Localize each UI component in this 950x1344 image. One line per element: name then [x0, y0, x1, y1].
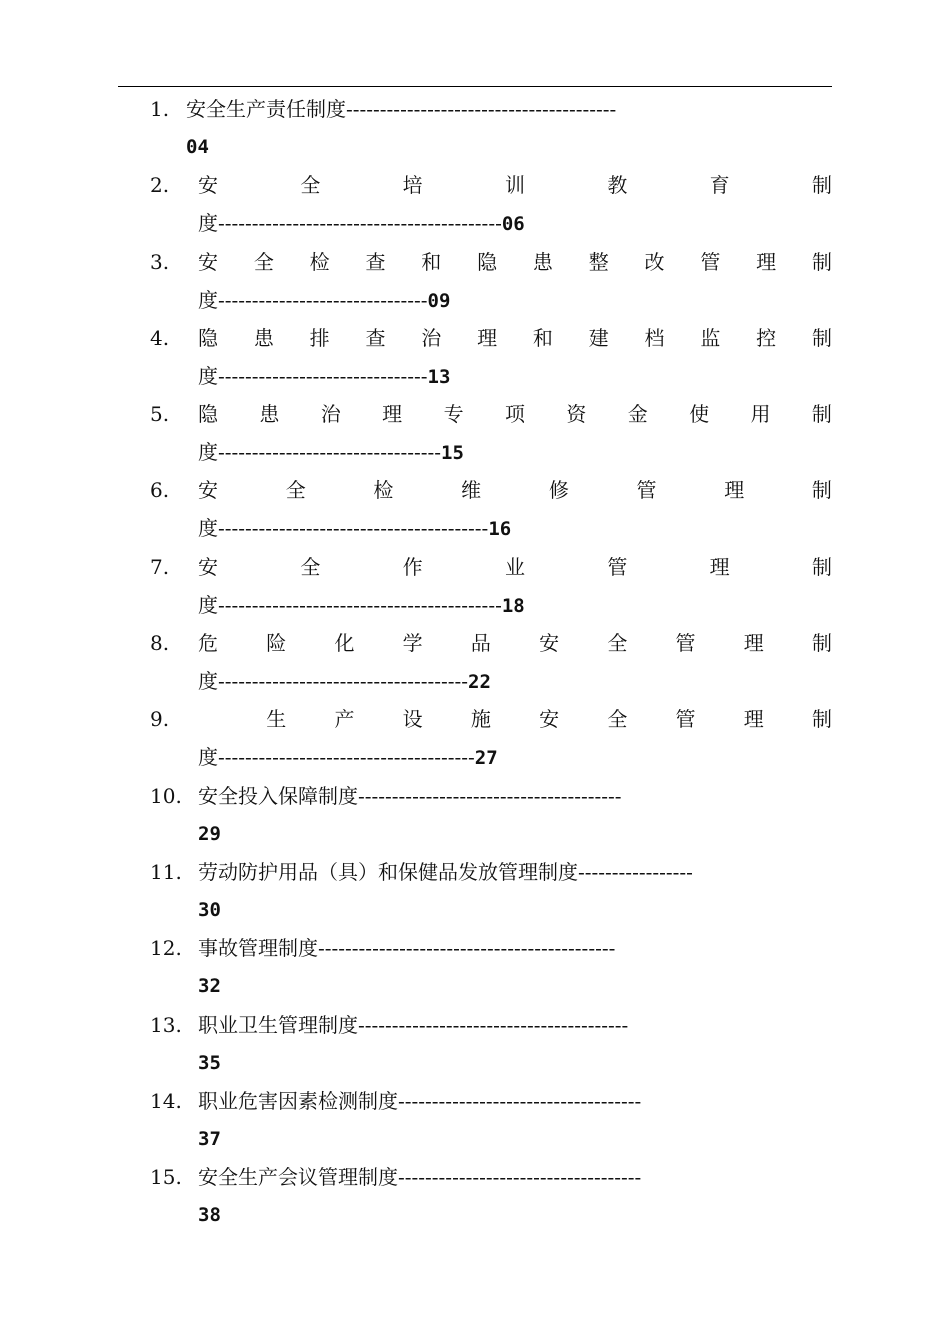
- toc-page-number: 35: [198, 1051, 221, 1074]
- toc-page-number: 16: [488, 518, 512, 541]
- toc-title-char: 施: [470, 707, 491, 732]
- toc-title-char: 患: [253, 325, 274, 350]
- toc-entry-line-1: [150, 548, 832, 586]
- toc-leader-dashes: ---------------------------------------: [358, 783, 622, 808]
- toc-entry-line-2: [150, 1196, 832, 1234]
- toc-title-char: 整: [588, 249, 609, 274]
- toc-leader-dashes: ---------------------------------: [218, 440, 442, 465]
- toc-page-number: 30: [198, 898, 221, 921]
- toc-title-char: 治: [320, 402, 341, 427]
- toc-entry-title: 职业卫生管理制度: [198, 1012, 358, 1037]
- toc-entry-title: 职业危害因素检测制度: [198, 1088, 398, 1113]
- toc-title-char: 设: [402, 707, 423, 732]
- toc-entry-number: 8.: [150, 631, 170, 656]
- toc-leader-dashes: ------------------------------------: [398, 1165, 642, 1190]
- toc-entry-line-2: [150, 586, 832, 624]
- toc-title-char: 品: [470, 631, 491, 656]
- toc-entry-title: 安全生产会议管理制度: [198, 1165, 398, 1190]
- toc-entry-line-1: [150, 90, 832, 128]
- toc-title-tail: 度: [198, 592, 218, 617]
- toc-title-char: 安: [539, 631, 560, 656]
- toc-leader-dashes: -------------------------------: [218, 287, 428, 312]
- toc-page-number: 09: [427, 289, 451, 312]
- toc-page-number: 32: [198, 975, 221, 998]
- toc-title-char: 理: [477, 325, 498, 350]
- toc-title-char: 制: [811, 325, 832, 350]
- toc-title-char: 修: [548, 478, 569, 503]
- toc-entry[interactable]: [150, 1158, 832, 1234]
- toc-entry-number: 11.: [150, 859, 182, 884]
- toc-title-char: 治: [421, 325, 442, 350]
- toc-page-number: 04: [186, 136, 209, 158]
- toc-entry-line-2: [150, 281, 832, 319]
- toc-entry-line-1: [150, 1158, 832, 1196]
- toc-page-number: 38: [198, 1204, 221, 1227]
- toc-leader-dashes: -----------------: [578, 859, 693, 884]
- toc-title-char: 制: [811, 402, 832, 427]
- toc-entry-line-1: [150, 319, 832, 357]
- toc-page-number: 29: [198, 822, 221, 845]
- toc-title-char: 理: [382, 402, 403, 427]
- toc-title-char: 查: [365, 249, 386, 274]
- toc-title-char: 检: [373, 478, 394, 503]
- toc-title-char: 安: [539, 707, 560, 732]
- toc-title-char: 理: [743, 631, 764, 656]
- toc-entry-line-2: [150, 1120, 832, 1158]
- toc-title-char: 患: [532, 249, 553, 274]
- toc-entry[interactable]: [150, 929, 832, 1005]
- toc-page-number: 27: [474, 747, 498, 770]
- toc-entry-line-2: [150, 815, 832, 853]
- toc-entry-number: 13.: [150, 1012, 182, 1037]
- toc-title-char: 生: [266, 707, 287, 732]
- toc-leader-dashes: --------------------------------------------: [318, 936, 616, 961]
- toc-page-number: 37: [198, 1127, 221, 1150]
- toc-title-char: 理: [709, 554, 730, 579]
- toc-entry[interactable]: [150, 319, 832, 395]
- toc-entry[interactable]: [150, 1006, 832, 1082]
- toc-entry-title: 安全生产责任制度: [186, 97, 346, 121]
- toc-entry[interactable]: [150, 90, 832, 166]
- toc-title-char: 制: [811, 631, 832, 656]
- toc-title-char: 理: [724, 478, 745, 503]
- toc-title-char: 排: [309, 325, 330, 350]
- toc-title-char: 全: [285, 478, 306, 503]
- header-rule: [118, 86, 832, 87]
- toc-entry-number: 4.: [150, 325, 170, 350]
- toc-title-char: 全: [300, 554, 321, 579]
- toc-entry-line-2: [150, 128, 832, 166]
- toc-entry-line-1: [150, 471, 832, 509]
- toc-leader-dashes: ----------------------------------------: [346, 97, 617, 121]
- toc-entry-line-1: [150, 700, 832, 738]
- toc-entry-title: 劳动防护用品（具）和保健品发放管理制度: [198, 859, 578, 884]
- toc-entry-line-2: [150, 891, 832, 929]
- toc-title-char: 查: [365, 325, 386, 350]
- toc-title-char: 作: [402, 554, 423, 579]
- toc-title-char: 育: [709, 173, 730, 198]
- toc-leader-dashes: ----------------------------------------: [218, 516, 489, 541]
- toc-title-char: 安: [198, 478, 218, 503]
- toc-title-char: 资: [566, 402, 587, 427]
- toc-title-char: 隐: [477, 249, 498, 274]
- toc-leader-dashes: ----------------------------------------: [358, 1012, 629, 1037]
- toc-entry-number: 12.: [150, 936, 182, 961]
- toc-entry-line-2: [150, 738, 832, 776]
- toc-title-char: 制: [811, 707, 832, 732]
- toc-title-char: 和: [532, 325, 553, 350]
- toc-entry-line-2: [150, 433, 832, 471]
- toc-title-char: 全: [300, 173, 321, 198]
- toc-leader-dashes: ------------------------------------: [398, 1088, 642, 1113]
- toc-title-char: 危: [198, 631, 218, 656]
- toc-entry-line-1: [150, 929, 832, 967]
- toc-entry-number: 5.: [150, 402, 170, 427]
- toc-entry-title: 事故管理制度: [198, 936, 318, 961]
- toc-leader-dashes: ------------------------------------------: [218, 592, 502, 617]
- toc-entry-line-1: [150, 1082, 832, 1120]
- toc-title-char: 档: [644, 325, 665, 350]
- toc-title-char: 专: [443, 402, 464, 427]
- table-of-contents: [150, 90, 832, 1234]
- toc-entry-line-1: [150, 777, 832, 815]
- toc-entry-line-2: [150, 357, 832, 395]
- toc-title-char: 制: [811, 554, 832, 579]
- toc-title-char: 金: [627, 402, 648, 427]
- toc-title-char: 安: [198, 249, 218, 274]
- toc-page-number: 15: [441, 442, 464, 465]
- toc-entry-line-2: [150, 1044, 832, 1082]
- toc-title-char: 管: [607, 554, 628, 579]
- toc-entry[interactable]: [150, 700, 832, 776]
- toc-title-char: 控: [756, 325, 777, 350]
- toc-title-char: 使: [689, 402, 710, 427]
- toc-title-tail: 度: [198, 287, 218, 312]
- toc-title-char: 理: [756, 249, 777, 274]
- toc-title-char: 管: [636, 478, 657, 503]
- toc-entry[interactable]: [150, 1082, 832, 1158]
- toc-title-char: 产: [334, 707, 355, 732]
- toc-entry-number: 6.: [150, 478, 170, 503]
- toc-title-char: 全: [607, 631, 628, 656]
- toc-title-char: 学: [402, 631, 423, 656]
- toc-title-tail: 度: [198, 516, 218, 541]
- toc-entry[interactable]: [150, 548, 832, 624]
- toc-title-char: 监: [700, 325, 721, 350]
- toc-title-tail: 度: [198, 745, 218, 770]
- toc-title-char: 隐: [198, 402, 218, 427]
- toc-entry-line-2: [150, 967, 832, 1005]
- toc-title-char: 和: [421, 249, 442, 274]
- toc-entry[interactable]: [150, 624, 832, 700]
- toc-title-char: 管: [675, 631, 696, 656]
- toc-title-char: 业: [504, 554, 525, 579]
- toc-title-char: 检: [309, 249, 330, 274]
- toc-title-char: 安: [198, 554, 218, 579]
- toc-title-char: 培: [402, 173, 423, 198]
- toc-title-tail: 度: [198, 440, 218, 465]
- toc-entry-number: 1.: [150, 97, 170, 121]
- toc-entry-number: 3.: [150, 249, 170, 274]
- toc-title-char: [198, 700, 218, 738]
- toc-title-char: 用: [750, 402, 771, 427]
- toc-entry-line-1: [150, 166, 832, 204]
- toc-entry[interactable]: [150, 471, 832, 547]
- toc-entry-number: 10.: [150, 783, 182, 808]
- toc-title-char: 全: [607, 707, 628, 732]
- toc-title-char: 项: [504, 402, 525, 427]
- toc-entry-line-1: [150, 624, 832, 662]
- toc-entry-number: 2.: [150, 173, 170, 198]
- toc-title-char: 教: [607, 173, 628, 198]
- toc-page-number: 22: [468, 671, 491, 694]
- toc-leader-dashes: -------------------------------------: [218, 669, 469, 694]
- toc-entry-line-2: [150, 509, 832, 547]
- toc-entry[interactable]: [150, 853, 832, 929]
- toc-title-char: 全: [253, 249, 274, 274]
- toc-leader-dashes: ------------------------------------------: [218, 211, 502, 236]
- toc-entry-line-1: [150, 1006, 832, 1044]
- toc-title-char: 制: [811, 249, 832, 274]
- toc-page-number: 06: [501, 213, 525, 236]
- toc-title-char: 化: [334, 631, 355, 656]
- toc-entry-number: 14.: [150, 1088, 182, 1113]
- toc-page-number: 18: [501, 594, 525, 617]
- toc-title-char: 改: [644, 249, 665, 274]
- toc-entry-line-2: [150, 204, 832, 242]
- toc-title-char: 训: [504, 173, 525, 198]
- toc-entry[interactable]: [150, 777, 832, 853]
- toc-entry[interactable]: [150, 395, 832, 471]
- toc-title-char: 隐: [198, 325, 218, 350]
- toc-entry[interactable]: [150, 243, 832, 319]
- toc-title-char: 管: [675, 707, 696, 732]
- toc-entry-number: 7.: [150, 554, 170, 579]
- toc-entry-number: 9.: [150, 707, 170, 732]
- toc-leader-dashes: --------------------------------------: [218, 745, 475, 770]
- toc-page-number: 13: [427, 365, 451, 388]
- toc-title-char: 制: [811, 478, 832, 503]
- toc-title-char: 安: [198, 173, 218, 198]
- toc-title-tail: 度: [198, 211, 218, 236]
- toc-entry-line-1: [150, 243, 832, 281]
- toc-title-char: 患: [259, 402, 280, 427]
- toc-title-tail: 度: [198, 363, 218, 388]
- toc-entry-title: 安全投入保障制度: [198, 783, 358, 808]
- toc-title-char: 管: [700, 249, 721, 274]
- toc-leader-dashes: -------------------------------: [218, 363, 428, 388]
- toc-title-char: 制: [811, 173, 832, 198]
- toc-title-char: 理: [743, 707, 764, 732]
- toc-title-char: 险: [266, 631, 287, 656]
- toc-entry-line-1: [150, 853, 832, 891]
- toc-entry[interactable]: [150, 166, 832, 242]
- toc-title-char: 建: [588, 325, 609, 350]
- toc-entry-line-1: [150, 395, 832, 433]
- toc-title-char: 维: [461, 478, 482, 503]
- toc-entry-number: 15.: [150, 1165, 182, 1190]
- toc-title-tail: 度: [198, 669, 218, 694]
- toc-entry-line-2: [150, 662, 832, 700]
